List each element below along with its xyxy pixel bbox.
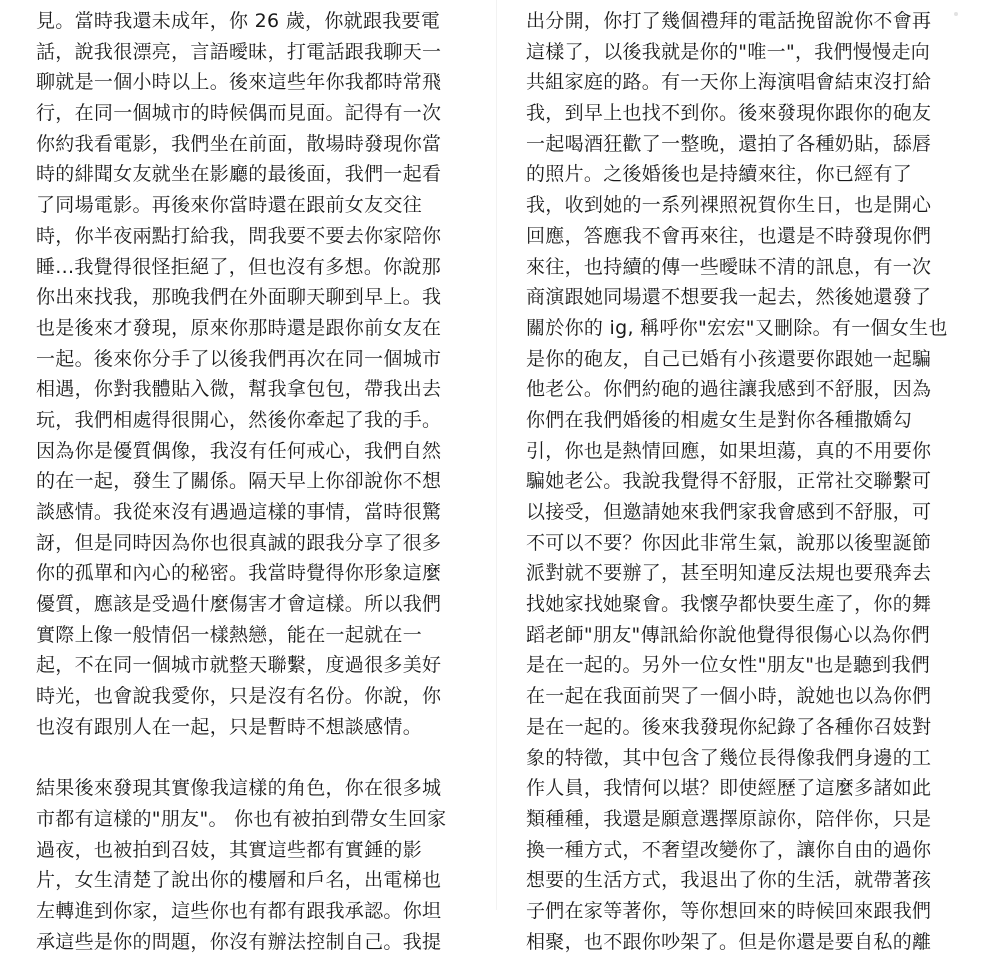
paragraph-gap: [36, 743, 476, 774]
text-line: 類種種，我還是願意選擇原諒你，陪伴你，只是: [526, 807, 932, 830]
text-line: 時，你半夜兩點打給我，問我要不要去你家陪你: [36, 224, 442, 247]
text-line: 片，女生清楚了說出你的樓層和戶名，出電梯也: [36, 869, 442, 892]
text-line: 共組家庭的路。有一天你上海演唱會結束沒打給: [526, 71, 932, 94]
text-line: 關於你的 ig, 稱呼你"宏宏"又刪除。有一個女生也: [526, 316, 948, 339]
text-line: 因為你是優質偶像，我沒有任何戒心，我們自然: [36, 439, 442, 462]
text-line: 過夜，也被拍到召妓，其實這些都有實錘的影: [36, 838, 423, 861]
text-line: 一起喝酒狂歡了一整晚，還拍了各種奶貼，舔唇: [526, 132, 932, 155]
text-line: 相遇，你對我體貼入微，幫我拿包包，帶我出去: [36, 378, 442, 401]
text-line: 蹈老師"朋友"傳訊給你說他覺得很傷心以為你們: [526, 623, 931, 646]
text-line: 一起。後來你分手了以後我們再次在同一個城市: [36, 347, 442, 370]
text-line: 引，你也是熱情回應，如果坦蕩，真的不用要你: [526, 439, 932, 462]
text-line: 你的孤單和內心的秘密。我當時覺得你形象這麼: [36, 562, 442, 585]
text-line: 玩，我們相處得很開心，然後你牽起了我的手。: [36, 408, 442, 431]
text-line: 找她家找她聚會。我懷孕都快要生產了，你的舞: [526, 593, 932, 616]
text-line: 商演跟她同場還不想要我一起去，然後她還發了: [526, 286, 932, 309]
text-line: 我，到早上也找不到你。後來發現你跟你的砲友: [526, 102, 932, 125]
text-line: 他老公。你們約砲的過往讓我感到不舒服，因為: [526, 378, 932, 401]
text-line: 睡...我覺得很怪拒絕了，但也沒有多想。你說那: [36, 255, 442, 278]
text-line: 想要的生活方式，我退出了你的生活，就帶著孩: [526, 869, 932, 892]
text-line: 市都有這樣的"朋友"。 你也有被拍到帶女生回家: [36, 807, 447, 830]
text-line: 起，不在同一個城市就整天聯繫，度過很多美好: [36, 654, 442, 677]
text-line: 見。當時我還未成年，你 26 歲，你就跟我要電: [36, 10, 441, 32]
text-line: 騙她老公。我說我覺得不舒服，正常社交聯繫可: [526, 470, 932, 493]
text-line: 以接受，但邀請她來我們家我會感到不舒服，可: [526, 501, 932, 523]
text-line: 是你的砲友，自己已婚有小孩還要你跟她一起騙: [526, 347, 932, 370]
text-line: 在一起在我面前哭了一個小時，說她也以為你們: [526, 685, 932, 708]
text-line: 來往，也持續的傳一些曖昧不清的訊息，有一次: [526, 255, 932, 278]
left-text-column: [36, 6, 476, 957]
text-line: 承這些是你的問題，你沒有辦法控制自己。我提: [36, 930, 442, 953]
text-line: 了同場電影。再後來你當時還在跟前女友交往: [36, 194, 423, 217]
text-line: 出分開，你打了幾個禮拜的電話挽留說你不會再: [526, 10, 932, 32]
text-line: 作人員，我情何以堪？即使經歷了這麼多諸如此: [526, 777, 932, 800]
text-line: 的照片。之後婚後也是持續來往，你已經有了: [526, 163, 913, 186]
text-line: 時的緋聞女友就坐在影廳的最後面，我們一起看: [36, 163, 442, 186]
text-line: 相聚，也不跟你吵架了。但是你還是要自私的離: [526, 930, 932, 953]
text-line: 聊就是一個小時以上。後來這些年你我都時常飛: [36, 71, 442, 94]
left-paragraph-1: [36, 6, 476, 743]
text-line: 結果後來發現其實像我這樣的角色，你在很多城: [36, 777, 442, 800]
text-line: 你出來找我，那晚我們在外面聊天聊到早上。我: [36, 286, 442, 309]
text-line: 換一種方式，不奢望改變你了，讓你自由的過你: [526, 838, 932, 861]
text-line: 回應，答應我不會再來往，也還是不時發現你們: [526, 224, 932, 247]
text-line: 實際上像一般情侶一樣熱戀，能在一起就在一: [36, 623, 423, 646]
text-line: 派對就不要辦了，甚至明知違反法規也要飛奔去: [526, 562, 932, 585]
right-text-column: [526, 6, 966, 957]
text-line: 談感情。我從來沒有遇過這樣的事情，當時很驚: [36, 501, 442, 523]
text-line: 也是後來才發現，原來你那時還是跟你前女友在: [36, 316, 442, 339]
text-line: 這樣了，以後我就是你的"唯一"，我們慢慢走向: [526, 40, 931, 63]
text-line: 是在一起的。另外一位女性"朋友"也是聽到我們: [526, 654, 931, 677]
text-line: 我，收到她的一系列裸照祝賀你生日，也是開心: [526, 194, 932, 217]
text-line: 時光，也會說我愛你，只是沒有名份。你說，你: [36, 685, 442, 708]
text-line: 你們在我們婚後的相處女生是對你各種撒嬌勾: [526, 408, 913, 431]
text-line: 子們在家等著你，等你想回來的時候回來跟我們: [526, 899, 932, 922]
text-line: 的在一起，發生了關係。隔天早上你卻說你不想: [36, 470, 442, 493]
text-line: 象的特徵，其中包含了幾位長得像我們身邊的工: [526, 746, 932, 769]
left-paragraph-2: [36, 773, 476, 957]
column-divider: [496, 0, 497, 910]
text-line: 話，說我很漂亮，言語曖昧，打電話跟我聊天一: [36, 40, 442, 63]
text-line: 你約我看電影，我們坐在前面，散場時發現你當: [36, 132, 442, 155]
text-line: 也沒有跟別人在一起，只是暫時不想談感情。: [36, 715, 423, 738]
text-line: 優質，應該是受過什麼傷害才會這樣。所以我們: [36, 593, 442, 616]
text-line: 訝，但是同時因為你也很真誠的跟我分享了很多: [36, 531, 442, 554]
text-line: 不可以不要？你因此非常生氣，說那以後聖誕節: [526, 531, 932, 554]
text-line: 是在一起的。後來我發現你紀錄了各種你召妓對: [526, 715, 932, 738]
text-line: 左轉進到你家，這些你也有都有跟我承認。你坦: [36, 899, 442, 922]
text-line: 行，在同一個城市的時候偶而見面。記得有一次: [36, 102, 442, 125]
